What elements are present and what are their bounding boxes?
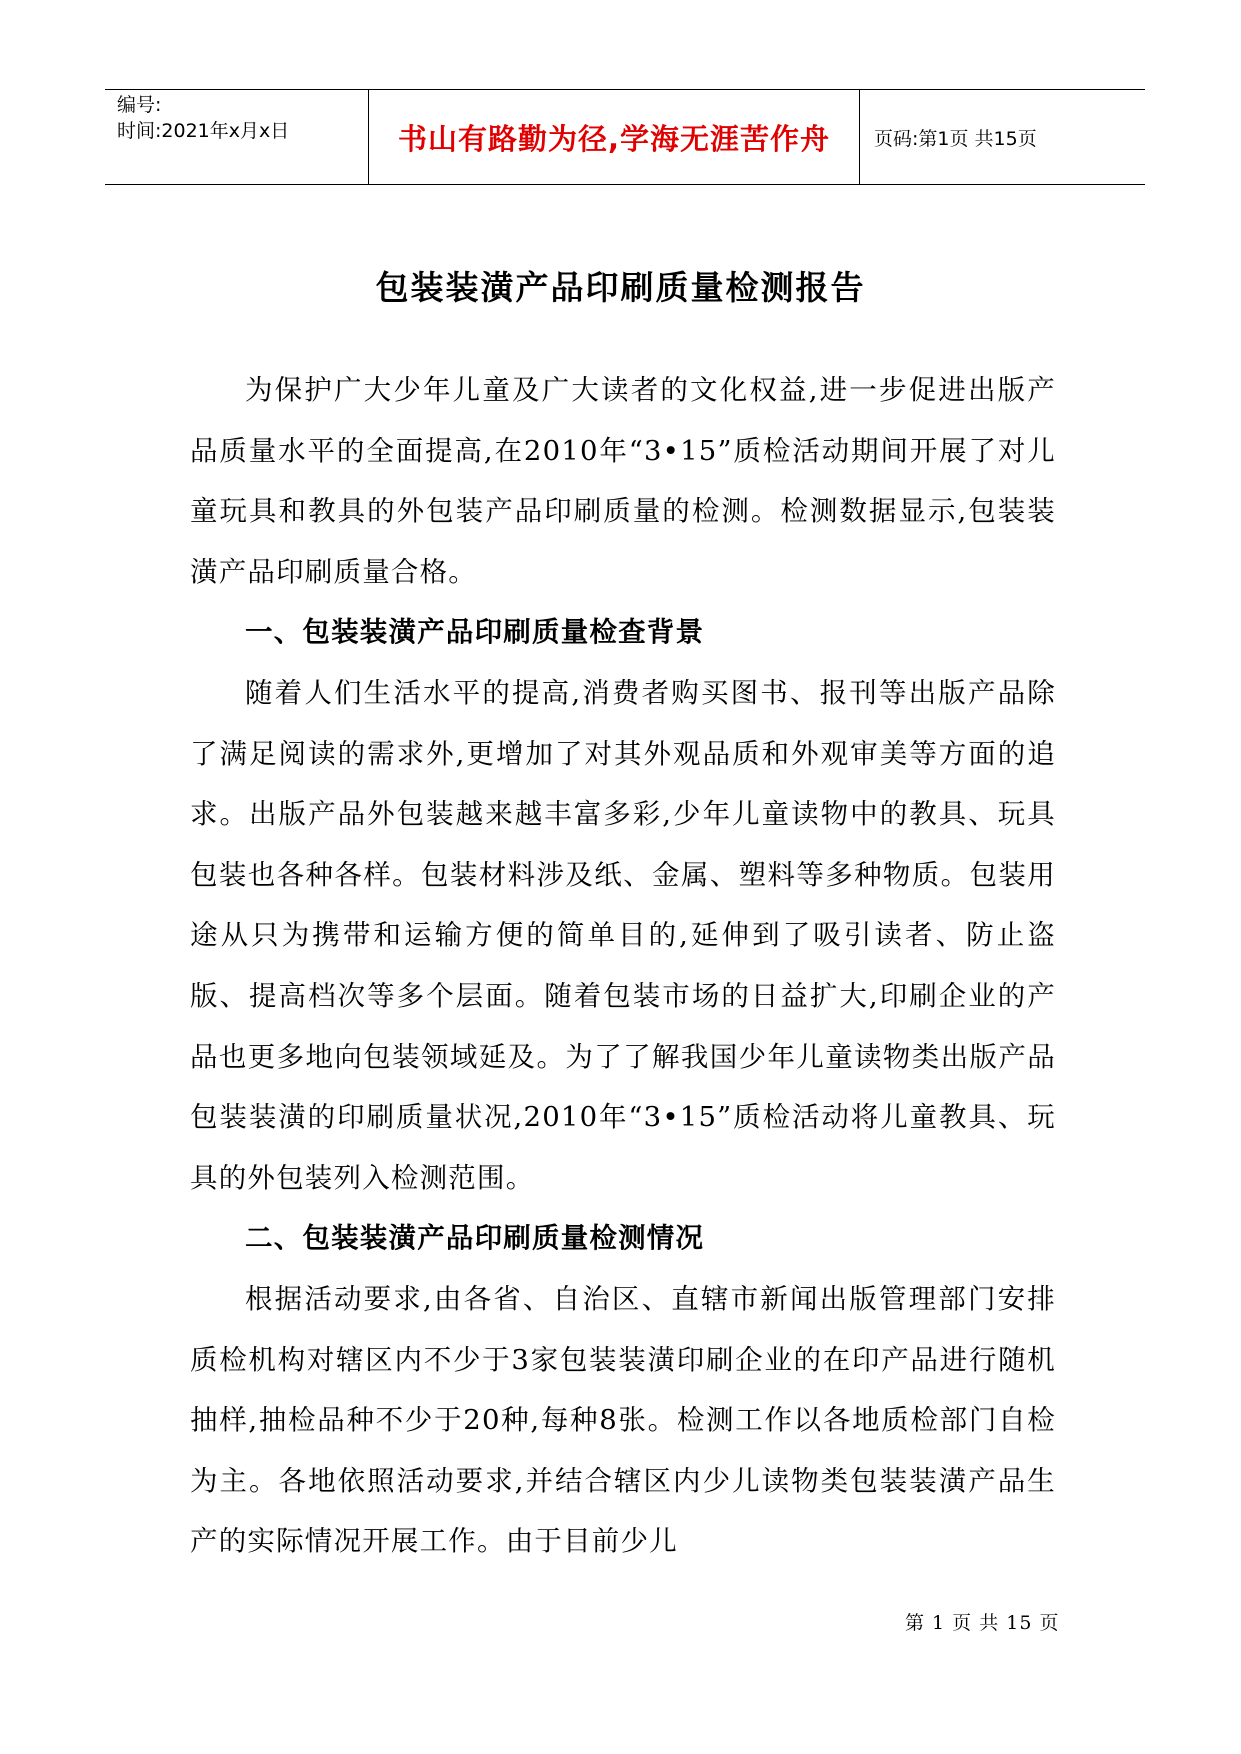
header-meta-cell <box>105 90 369 184</box>
header-motto-cell <box>369 90 860 184</box>
section-2-heading: 二、包装装潢产品印刷质量检测情况 <box>245 1222 705 1255</box>
intro-paragraph: 为保护广大少年儿童及广大读者的文化权益,进一步促进出版产品质量水平的全面提高,在2010年“3•15”质检活动期间开展了对儿童玩具和教具的外包装产品印刷质量的检测。检测数据显示,包装装潢产品印刷质量合格。 <box>190 374 1056 588</box>
header-motto: 书山有路勤为径,学海无涯苦作舟 <box>397 121 831 156</box>
page-footer: 第 1 页 共 15 页 <box>905 1612 1060 1634</box>
section-2-paragraph: 根据活动要求,由各省、自治区、直辖市新闻出版管理部门安排质检机构对辖区内不少于3家包装装潢印刷企业的在印产品进行随机抽样,抽检品种不少于20种,每种8张。检测工作以各地质检部门自检为主。各地依照活动要求,并结合辖区内少儿读物类包装装潢产品生产的实际情况开展工作。由于目前少儿 <box>190 1282 1056 1558</box>
page-header <box>105 89 1145 185</box>
document-time-label: 时间:2021年x月x日 <box>117 120 290 142</box>
document-body <box>190 360 1056 1572</box>
section-1-paragraph: 随着人们生活水平的提高,消费者购买图书、报刊等出版产品除了满足阅读的需求外,更增加了对其外观品质和外观审美等方面的追求。出版产品外包装越来越丰富多彩,少年儿童读物中的教具、玩具包装也各种各样。包装材料涉及纸、金属、塑料等多种物质。包装用途从只为携带和运输方便的简单目的,延伸到了吸引读者、防止盗版、提高档次等多个层面。随着包装市场的日益扩大,印刷企业的产品也更多地向包装领域延及。为了了解我国少年儿童读物类出版产品包装装潢的印刷质量状况,2010年“3•15”质检活动将儿童教具、玩具的外包装列入检测范围。 <box>190 676 1056 1194</box>
header-page-cell <box>860 90 1145 184</box>
document-title: 包装装潢产品印刷质量检测报告 <box>375 268 866 307</box>
section-1-heading: 一、包装装潢产品印刷质量检查背景 <box>245 616 705 649</box>
header-page-info: 页码:第1页 共15页 <box>874 127 1037 150</box>
document-number-label: 编号: <box>117 94 162 116</box>
